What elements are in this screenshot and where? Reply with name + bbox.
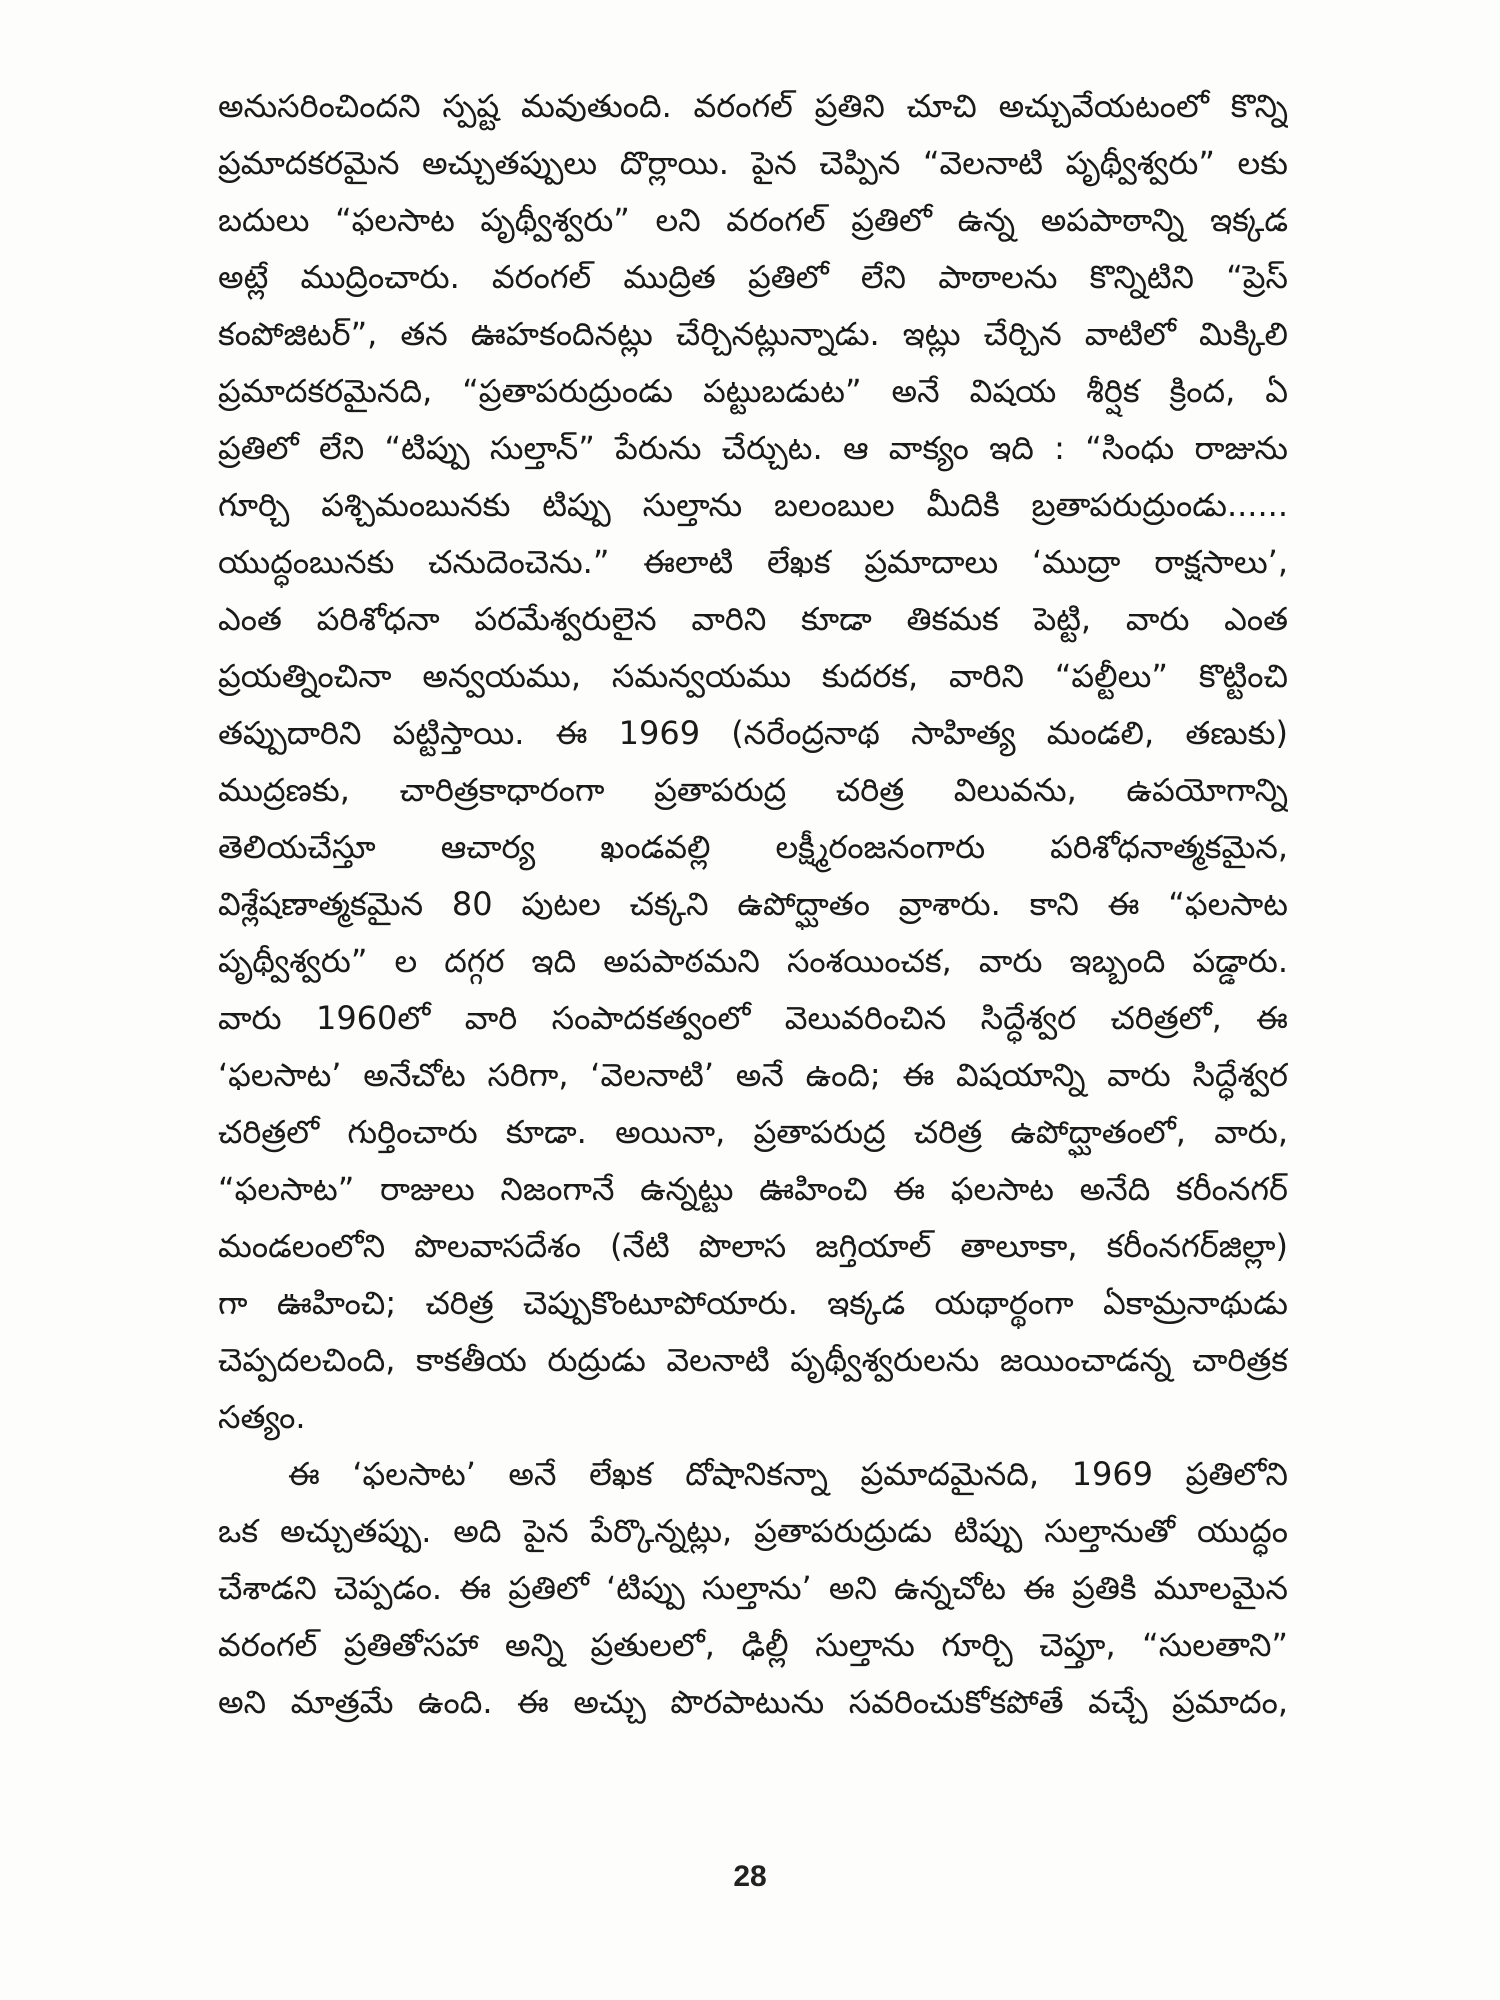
text-line: చరిత్రలో గుర్తించారు కూడా. అయినా, ప్రతాపరుద్ర చరిత్ర ఉపోద్ఘాతంలో, వారు, — [218, 1113, 1288, 1151]
text-line: గా ఊహించి; చరిత్ర చెప్పుకొంటూపోయారు. ఇక్కడ యథార్థంగా ఏకామ్రనాథుడు — [218, 1284, 1288, 1322]
text-line: యుద్ధంబునకు చనుదెంచెను.” ఈలాటి లేఖక ప్రమాదాలు ‘ముద్రా రాక్షసాలు’, — [218, 543, 1288, 581]
text-line: గూర్చి పశ్చిమంబునకు టిప్పు సుల్తాను బలంబుల మీదికి బ్రతాపరుద్రుండు...... — [218, 486, 1288, 524]
text-line: విశ్లేషణాత్మకమైన 80 పుటల చక్కని ఉపోద్ఘాతం వ్రాశారు. కాని ఈ “ఫలసాట — [218, 885, 1288, 923]
text-line: ప్రయత్నించినా అన్వయము, సమన్వయము కుదరక, వారిని “పల్టీలు” కొట్టించి — [218, 657, 1288, 695]
text-line: అట్లే ముద్రించారు. వరంగల్ ముద్రిత ప్రతిలో లేని పాఠాలను కొన్నిటిని “ప్రెస్ — [218, 258, 1288, 296]
text-line: ప్రతిలో లేని “టిప్పు సుల్తాన్” పేరును చేర్చుట. ఆ వాక్యం ఇది : “సింధు రాజును — [218, 429, 1288, 467]
text-line: ముద్రణకు, చారిత్రకాధారంగా ప్రతాపరుద్ర చరిత్ర విలువను, ఉపయోగాన్ని — [218, 771, 1288, 809]
text-line: వరంగల్ ప్రతితోసహా అన్ని ప్రతులలో, ఢిల్లీ సుల్తాను గూర్చి చెప్తూ, “సులతాని” — [218, 1626, 1288, 1664]
text-line: పృథ్వీశ్వరు” ల దగ్గర ఇది అపపాఠమని సంశయించక, వారు ఇబ్బంది పడ్డారు. — [218, 942, 1288, 980]
text-line: ప్రమాదకరమైనది, “ప్రతాపరుద్రుండు పట్టుబడుట” అనే విషయ శీర్షిక క్రింద, ఏ — [218, 372, 1288, 410]
text-line: బదులు “ఫలసాట పృథ్వీశ్వరు” లని వరంగల్ ప్రతిలో ఉన్న అపపాఠాన్ని ఇక్కడ — [218, 201, 1288, 239]
text-line: “ఫలసాట” రాజులు నిజంగానే ఉన్నట్టు ఊహించి ఈ ఫలసాట అనేది కరీంనగర్ — [218, 1170, 1288, 1208]
text-line: ఎంత పరిశోధనా పరమేశ్వరులైన వారిని కూడా తికమక పెట్టి, వారు ఎంత — [218, 600, 1288, 638]
text-line: ‘ఫలసాట’ అనేచోట సరిగా, ‘వెలనాటి’ అనే ఉంది; ఈ విషయాన్ని వారు సిద్ధేశ్వర — [218, 1056, 1288, 1094]
body-text — [218, 78, 1288, 1731]
text-line: కంపోజిటర్”, తన ఊహకందినట్లు చేర్చినట్లున్నాడు. ఇట్లు చేర్చిన వాటిలో మిక్కిలి — [218, 315, 1288, 353]
text-line: అని మాత్రమే ఉంది. ఈ అచ్చు పొరపాటును సవరించుకోకపోతే వచ్చే ప్రమాదం, — [218, 1683, 1288, 1721]
text-line: మండలంలోని పొలవాసదేశం (నేటి పొలాస జగ్తియాల్ తాలూకా, కరీంనగర్‌జిల్లా) — [218, 1227, 1288, 1265]
text-line: చేశాడని చెప్పడం. ఈ ప్రతిలో ‘టిప్పు సుల్తాను’ అని ఉన్నచోట ఈ ప్రతికి మూలమైన — [218, 1569, 1288, 1607]
page-number: 28 — [733, 1860, 767, 1893]
text-line: వారు 1960లో వారి సంపాదకత్వంలో వెలువరించిన సిద్ధేశ్వర చరిత్రలో, ఈ — [218, 999, 1288, 1037]
text-line: సత్యం. — [218, 1398, 306, 1436]
text-line: తెలియచేస్తూ ఆచార్య ఖండవల్లి లక్ష్మీరంజనంగారు పరిశోధనాత్మకమైన, — [218, 828, 1288, 866]
text-line: ప్రమాదకరమైన అచ్చుతప్పులు దొర్లాయి. పైన చెప్పిన “వెలనాటి పృథ్వీశ్వరు” లకు — [218, 144, 1288, 182]
text-line: అనుసరించిందని స్పష్ట మవుతుంది. వరంగల్ ప్రతిని చూచి అచ్చువేయటంలో కొన్ని — [218, 87, 1288, 125]
text-line: ఒక అచ్చుతప్పు. అది పైన పేర్కొన్నట్లు, ప్రతాపరుద్రుడు టిప్పు సుల్తానుతో యుద్ధం — [218, 1512, 1288, 1550]
text-line: చెప్పదలచింది, కాకతీయ రుద్రుడు వెలనాటి పృథ్వీశ్వరులను జయించాడన్న చారిత్రక — [218, 1341, 1288, 1379]
text-line: తప్పుదారిని పట్టిస్తాయి. ఈ 1969 (నరేంద్రనాథ సాహిత్య మండలి, తణుకు) — [218, 714, 1288, 752]
paragraph-start-line: ఈ ‘ఫలసాట’ అనే లేఖక దోషానికన్నా ప్రమాదమైనది, 1969 ప్రతిలోని — [288, 1455, 1288, 1493]
